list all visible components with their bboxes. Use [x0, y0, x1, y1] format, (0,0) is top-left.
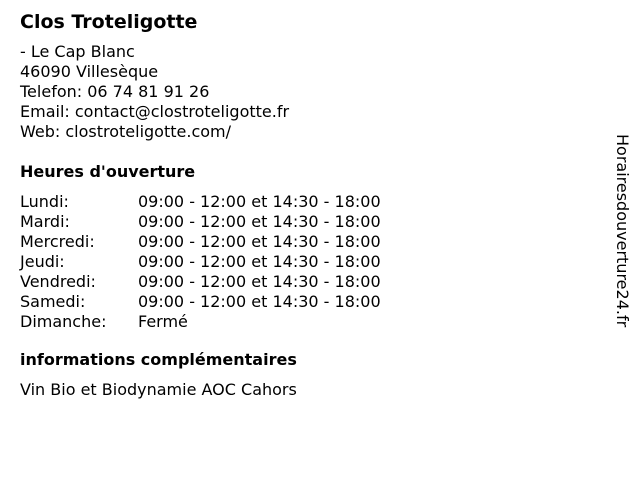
- opening-hours-heading: Heures d'ouverture: [20, 162, 196, 181]
- hours-row-thursday: [20, 252, 590, 272]
- opening-time: Fermé: [138, 312, 188, 331]
- address-city: 46090 Villesèque: [20, 62, 159, 81]
- opening-time: 09:00 - 12:00 et 14:30 - 18:00: [138, 272, 381, 291]
- day-label: Lundi:: [20, 192, 69, 211]
- day-label: Dimanche:: [20, 312, 107, 331]
- address-street: - Le Cap Blanc: [20, 42, 135, 61]
- hours-row-tuesday: [20, 212, 590, 232]
- site-watermark: Horairesdouverture24.fr: [613, 134, 632, 328]
- hours-row-friday: [20, 272, 590, 292]
- day-label: Vendredi:: [20, 272, 96, 291]
- day-label: Samedi:: [20, 292, 86, 311]
- hours-row-sunday: [20, 312, 590, 332]
- day-label: Jeudi:: [20, 252, 65, 271]
- additional-info-text: Vin Bio et Biodynamie AOC Cahors: [20, 380, 297, 399]
- opening-time: 09:00 - 12:00 et 14:30 - 18:00: [138, 252, 381, 271]
- day-label: Mardi:: [20, 212, 70, 231]
- hours-row-monday: [20, 192, 590, 212]
- opening-hours-table: [20, 192, 590, 332]
- contact-details: [20, 42, 590, 142]
- opening-time: 09:00 - 12:00 et 14:30 - 18:00: [138, 212, 381, 231]
- hours-row-wednesday: [20, 232, 590, 252]
- opening-time: 09:00 - 12:00 et 14:30 - 18:00: [138, 232, 381, 251]
- day-label: Mercredi:: [20, 232, 95, 251]
- hours-row-saturday: [20, 292, 590, 312]
- opening-time: 09:00 - 12:00 et 14:30 - 18:00: [138, 192, 381, 211]
- phone-number: Telefon: 06 74 81 91 26: [20, 82, 210, 101]
- business-card: [20, 10, 590, 400]
- opening-time: 09:00 - 12:00 et 14:30 - 18:00: [138, 292, 381, 311]
- website-address: Web: clostroteligotte.com/: [20, 122, 232, 141]
- business-name: Clos Troteligotte: [20, 11, 198, 33]
- additional-info-heading: informations complémentaires: [20, 350, 297, 369]
- email-address: Email: contact@clostroteligotte.fr: [20, 102, 290, 121]
